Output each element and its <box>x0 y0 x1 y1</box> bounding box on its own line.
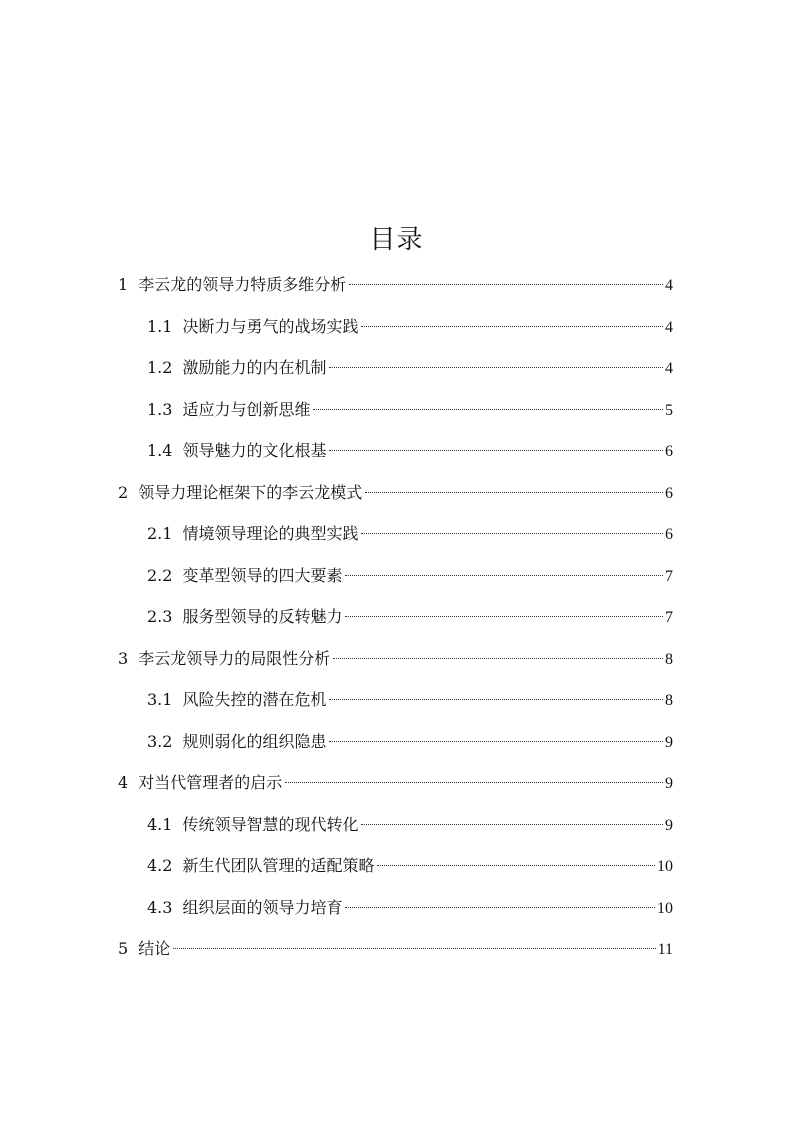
toc-entry-number: 2 <box>118 482 129 502</box>
toc-dot-leader <box>361 533 663 534</box>
toc-entry-page: 10 <box>657 858 673 875</box>
toc-entry[interactable] <box>147 438 673 464</box>
toc-entry[interactable] <box>118 770 673 796</box>
toc-entry[interactable] <box>147 729 673 755</box>
toc-entry-number: 1.1 <box>147 316 173 336</box>
toc-entry-page: 6 <box>665 484 673 502</box>
toc-entry-number: 3.2 <box>147 731 173 751</box>
toc-dot-leader <box>173 948 655 949</box>
toc-entry-number: 4 <box>118 773 129 792</box>
toc-entry-page: 5 <box>665 401 673 419</box>
toc-entry-title: 情境领导理论的典型实践 <box>182 524 359 543</box>
toc-entry-number: 5 <box>118 939 129 958</box>
toc-dot-leader <box>333 658 663 659</box>
toc-dot-leader <box>329 741 663 742</box>
toc-dot-leader <box>349 284 663 285</box>
toc-dot-leader <box>361 824 663 825</box>
toc-dot-leader <box>345 616 663 617</box>
toc-dot-leader <box>329 367 663 368</box>
toc-entry-page: 10 <box>657 899 673 917</box>
toc-dot-leader <box>329 699 663 700</box>
toc-entry-title: 李云龙领导力的局限性分析 <box>138 648 331 668</box>
toc-entry-page: 8 <box>665 692 673 709</box>
toc-dot-leader <box>377 865 655 866</box>
toc-entry-number: 1.3 <box>147 399 173 419</box>
toc-entry[interactable] <box>147 812 673 838</box>
toc-entry-title: 传统领导智慧的现代转化 <box>182 814 359 834</box>
toc-entry[interactable] <box>147 895 673 921</box>
toc-dot-leader <box>345 575 663 576</box>
toc-entry[interactable] <box>147 687 673 713</box>
toc-entry-page: 4 <box>665 277 673 294</box>
toc-entry-page: 4 <box>665 318 673 336</box>
toc-entry-number: 2.2 <box>147 565 173 585</box>
toc-entry-title: 领导力理论框架下的李云龙模式 <box>138 482 363 502</box>
toc-entry[interactable] <box>147 397 673 423</box>
toc-entry-page: 11 <box>657 941 673 958</box>
toc-entry-title: 风险失控的潜在危机 <box>182 690 327 709</box>
toc-entry[interactable] <box>147 563 673 589</box>
toc-entry-number: 3 <box>118 648 129 668</box>
toc-entry[interactable] <box>147 314 673 340</box>
toc-dot-leader <box>365 492 663 493</box>
toc-entry[interactable] <box>147 604 673 630</box>
toc-entry[interactable] <box>147 355 673 381</box>
toc-entry-title: 李云龙的领导力特质多维分析 <box>138 275 347 294</box>
toc-entry-title: 激励能力的内在机制 <box>182 358 327 377</box>
toc-entry-title: 新生代团队管理的适配策略 <box>182 856 375 875</box>
toc-entry[interactable] <box>147 853 673 879</box>
toc-entry-page: 9 <box>665 775 673 792</box>
toc-entry-title: 对当代管理者的启示 <box>138 773 283 792</box>
toc-entry-number: 2.3 <box>147 607 173 626</box>
toc-entry[interactable] <box>147 521 673 547</box>
toc-entry-title: 领导魅力的文化根基 <box>182 441 327 460</box>
toc-entry-title: 组织层面的领导力培育 <box>182 897 343 917</box>
toc-entry[interactable] <box>118 936 673 962</box>
toc-entry-number: 4.2 <box>147 856 173 875</box>
toc-entry-title: 规则弱化的组织隐患 <box>182 731 327 751</box>
toc-dot-leader <box>361 326 663 327</box>
toc-dot-leader <box>313 409 663 410</box>
toc-entry-number: 3.1 <box>147 690 173 709</box>
toc-entry-number: 2.1 <box>147 524 173 543</box>
toc-entry-page: 9 <box>665 733 673 751</box>
toc-entry-page: 8 <box>665 650 673 668</box>
toc-entry-title: 变革型领导的四大要素 <box>182 565 343 585</box>
toc-entry-page: 6 <box>665 443 673 460</box>
page-title: 目录 <box>369 225 424 255</box>
toc-entry-number: 1 <box>118 275 129 294</box>
toc-dot-leader <box>345 907 655 908</box>
toc-entry[interactable] <box>118 272 673 298</box>
toc-entry-page: 4 <box>665 360 673 377</box>
toc-entry-title: 服务型领导的反转魅力 <box>182 607 343 626</box>
toc-entry-page: 7 <box>665 567 673 585</box>
toc-entry-page: 7 <box>665 609 673 626</box>
toc-entry-page: 6 <box>665 526 673 543</box>
toc-entry-page: 9 <box>665 816 673 834</box>
toc-dot-leader <box>285 782 663 783</box>
toc-entry-number: 4.3 <box>147 897 173 917</box>
toc-entry-title: 适应力与创新思维 <box>182 399 311 419</box>
toc-entry[interactable] <box>118 646 673 672</box>
toc-entry[interactable] <box>118 480 673 506</box>
toc-entry-number: 4.1 <box>147 814 173 834</box>
toc-entry-title: 决断力与勇气的战场实践 <box>182 316 359 336</box>
toc-dot-leader <box>329 450 663 451</box>
toc-entry-number: 1.2 <box>147 358 173 377</box>
toc-entry-number: 1.4 <box>147 441 173 460</box>
toc-entry-title: 结论 <box>138 939 171 958</box>
